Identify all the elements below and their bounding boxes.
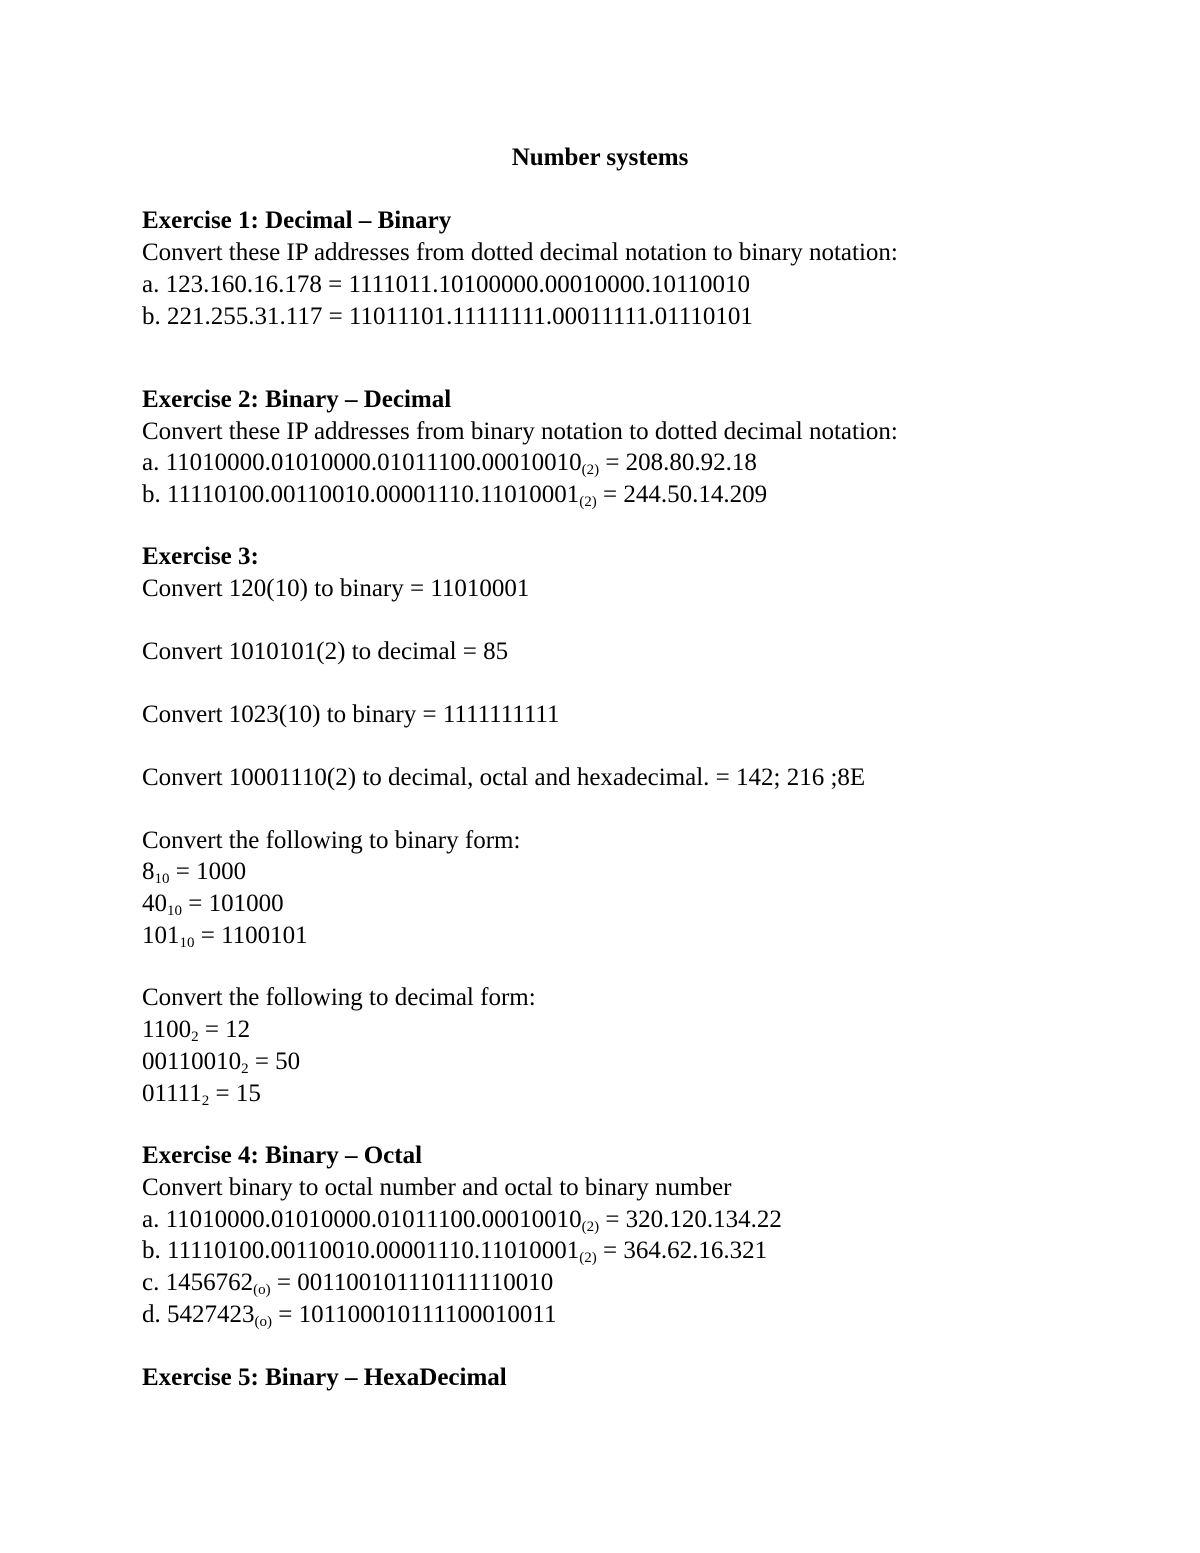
result-value: = 101100010111100010011: [272, 1301, 557, 1328]
exercise-4-answer-c: [142, 1267, 553, 1299]
number-value: 8: [142, 858, 155, 885]
decimal-form-item: [142, 1046, 300, 1078]
number-value: d. 5427423: [142, 1301, 255, 1328]
exercise-1-instruction: Convert these IP addresses from dotted decimal notation to binary notation:: [142, 239, 898, 266]
exercise-1-answer-a: a. 123.160.16.178 = 1111011.10100000.00010000.10110010: [142, 271, 751, 298]
number-value: c. 1456762: [142, 1269, 254, 1296]
exercise-3-question-3: Convert 1023(10) to binary = 1111111111: [142, 701, 560, 728]
decimal-form-item: [142, 1078, 261, 1110]
exercise-4-instruction: Convert binary to octal number and octal to binary number: [142, 1174, 732, 1201]
exercise-1-heading: Exercise 1: Decimal – Binary: [142, 207, 452, 234]
binary-form-item: [142, 888, 284, 920]
number-value: 40: [142, 890, 167, 917]
result-value: = 320.120.134.22: [599, 1206, 782, 1233]
base-subscript: 2: [201, 1093, 210, 1109]
result-value: = 101000: [182, 890, 284, 917]
exercise-3-question-4: Convert 10001110(2) to decimal, octal and hexadecimal. = 142; 216 ;8E: [142, 764, 866, 791]
result-value: = 364.62.16.321: [596, 1237, 768, 1264]
binary-value: a. 11010000.01010000.01011100.00010010: [142, 449, 582, 476]
result-value: = 15: [209, 1080, 261, 1107]
exercise-2-answer-b: [142, 479, 767, 511]
exercise-4-answer-a: [142, 1204, 782, 1236]
result-value: = 001100101110111110010: [270, 1269, 554, 1296]
exercise-3-question-2: Convert 1010101(2) to decimal = 85: [142, 638, 509, 665]
number-value: 101: [142, 922, 180, 949]
exercise-5-heading: Exercise 5: Binary – HexaDecimal: [142, 1364, 507, 1391]
result-value: = 12: [198, 1016, 251, 1043]
base-subscript: (2): [581, 462, 600, 478]
binary-value: b. 11110100.00110010.00001110.11010001: [142, 481, 580, 508]
result-value: = 208.80.92.18: [599, 449, 757, 476]
base-subscript: 10: [154, 871, 170, 887]
decimal-form-item: [142, 1014, 250, 1046]
exercise-2-heading: Exercise 2: Binary – Decimal: [142, 386, 452, 413]
exercise-2-instruction: Convert these IP addresses from binary notation to dotted decimal notation:: [142, 418, 898, 445]
number-value: 1100: [142, 1016, 192, 1043]
number-value: b. 11110100.00110010.00001110.11010001: [142, 1237, 580, 1264]
base-subscript: (2): [579, 1250, 597, 1266]
document-title: Number systems: [511, 144, 689, 171]
base-subscript: 2: [241, 1061, 249, 1077]
base-subscript: (2): [581, 1219, 600, 1235]
result-value: = 50: [248, 1048, 301, 1075]
exercise-4-answer-b: [142, 1235, 767, 1267]
base-subscript: 10: [167, 903, 182, 919]
base-subscript: 2: [191, 1029, 199, 1045]
base-subscript: (o): [254, 1314, 272, 1330]
base-subscript: (o): [253, 1282, 271, 1298]
base-subscript: (2): [579, 494, 597, 510]
base-subscript: 10: [179, 935, 195, 951]
result-value: = 1000: [169, 858, 247, 885]
exercise-2-answer-a: [142, 447, 757, 479]
binary-form-item: [142, 920, 308, 952]
number-value: 01111: [142, 1080, 202, 1107]
number-value: a. 11010000.01010000.01011100.00010010: [142, 1206, 582, 1233]
exercise-1-answer-b: b. 221.255.31.117 = 11011101.11111111.00011111.01110101: [142, 303, 753, 330]
result-value: = 244.50.14.209: [596, 481, 768, 508]
exercise-3-question-1: Convert 120(10) to binary = 11010001: [142, 575, 530, 602]
binary-form-intro: Convert the following to binary form:: [142, 827, 521, 854]
exercise-4-heading: Exercise 4: Binary – Octal: [142, 1142, 423, 1169]
decimal-form-intro: Convert the following to decimal form:: [142, 984, 536, 1011]
exercise-3-heading: Exercise 3:: [142, 543, 259, 570]
number-value: 00110010: [142, 1048, 242, 1075]
exercise-4-answer-d: [142, 1299, 556, 1331]
result-value: = 1100101: [194, 922, 308, 949]
binary-form-item: [142, 856, 246, 888]
